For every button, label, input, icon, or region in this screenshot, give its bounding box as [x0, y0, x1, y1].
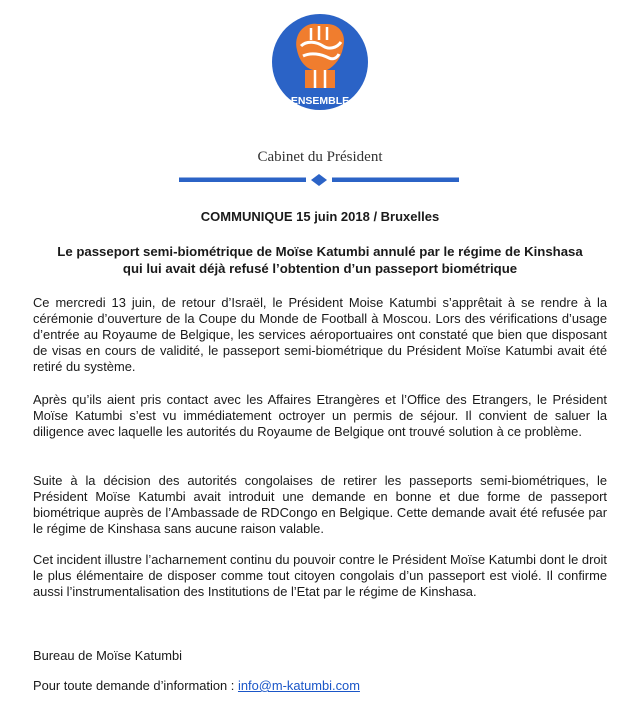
decorative-divider: [179, 173, 459, 187]
ensemble-logo: [271, 6, 369, 114]
headline-line-2: qui lui avait déjà refusé l’obtention d’un passeport biométrique: [122, 260, 518, 276]
paragraph-3: Suite à la décision des autorités congolaises de retirer les passeports semi-biométriques, le Président Moïse Katumbi avait introduit une demande en bonne et due forme de passeport biométrique auprès de l’Ambassade de RDCongo en Belgique. Cette demande avait été refusée par le régime de Kinshasa sans aucune raison valable.: [33, 473, 607, 537]
paragraph-1: Ce mercredi 13 juin, de retour d’Israël, le Président Moise Katumbi s’apprêtait à se rendre à la cérémonie d’ouverture de la Coupe du Monde de Football à Moscou. Lors des vérifications d’usage d’entrée au Royaume de Belgique, les services aéroportuaires ont constaté que bien que disposant de visas en cours de validité, le passeport semi-biométrique du Président Moïse Katumbi avait été retiré du système.: [33, 295, 607, 375]
communique-dateline: COMMUNIQUE 15 juin 2018 / Bruxelles: [200, 209, 440, 224]
email-link[interactable]: info@m-katumbi.com: [237, 678, 360, 693]
logo-text: ENSEMBLE: [290, 95, 350, 107]
paragraph-4: Cet incident illustre l’acharnement continu du pouvoir contre le Président Moïse Katumbi dont le droit le plus élémentaire de disposer comme tout citoyen congolais d’un passeport est violé. Il confirme aussi l’instrumentalisation des Institutions de l’Etat par le régime de Kinshasa.: [33, 552, 607, 600]
contact-label: Pour toute demande d’information :: [33, 678, 235, 693]
cabinet-title: Cabinet du Président: [257, 149, 383, 165]
signature: Bureau de Moïse Katumbi: [33, 648, 183, 663]
headline-line-1: Le passeport semi-biométrique de Moïse Katumbi annulé par le régime de Kinshasa: [57, 244, 583, 259]
contact-line: [33, 678, 360, 694]
headline: [40, 244, 600, 277]
paragraph-2: Après qu’ils aient pris contact avec les Affaires Etrangères et l’Office des Etrangers, le Président Moïse Katumbi s’est vu immédiatement octroyer un permis de séjour. Il convient de saluer la diligence avec laquelle les autorités du Royaume de Belgique ont trouvé solution à ce problème.: [33, 392, 607, 440]
